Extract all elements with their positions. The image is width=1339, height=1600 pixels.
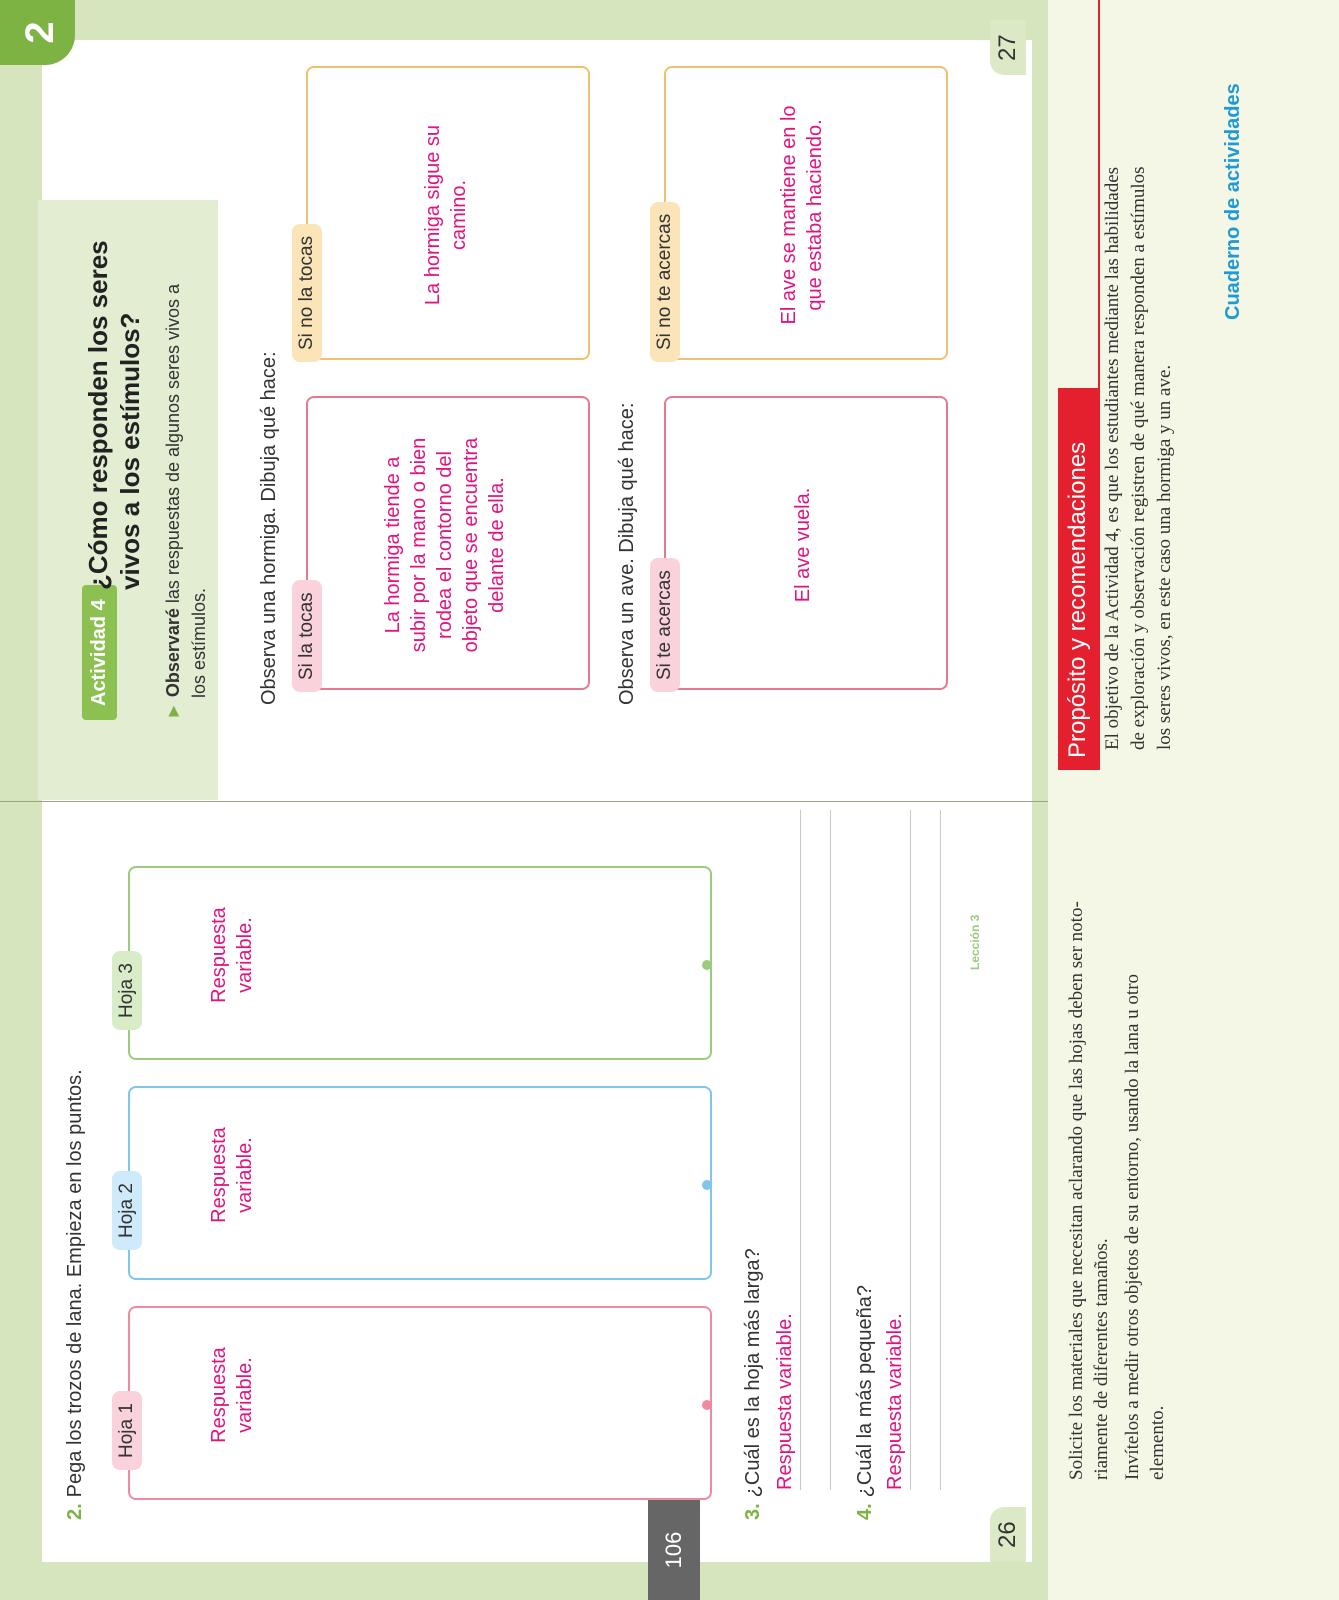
bird-prompt: Observa un ave. Dibuja qué hace:	[616, 402, 638, 705]
purpose-title: Propósito y recomendaciones	[1058, 388, 1098, 770]
answer-line	[830, 810, 831, 1490]
question-number: 4.	[854, 1503, 876, 1520]
question-3-answer[interactable]: Respuesta variable.	[774, 1313, 796, 1490]
sheet-label-1: Hoja 1	[112, 1391, 142, 1470]
purpose-text: El objetivo de la Actividad 4, es que los estudiantes mediante las habilidades de exploración y observación registren de qué manera responden a estímulos los seres vivos, en este caso una hormiga y un ave.	[1102, 166, 1175, 750]
question-text: ¿Cuál la más pequeña?	[854, 1284, 876, 1498]
folio-number: 106	[648, 1500, 700, 1600]
start-dot-1	[702, 1400, 712, 1410]
arrow-icon: ►	[163, 697, 183, 720]
page-number-26: 26	[990, 1507, 1026, 1562]
ant-no-touch-answer: La hormiga sigue su camino.	[422, 124, 470, 306]
activity-badge: Actividad 4	[82, 585, 117, 720]
question-2	[62, 1069, 88, 1520]
ant-touch-label: Si la tocas	[292, 580, 322, 692]
activity-book-link[interactable]: Cuaderno de actividades	[1222, 83, 1244, 320]
start-dot-3	[702, 960, 712, 970]
bird-near-label: Si te acercas	[650, 558, 680, 692]
ant-touch-answer: La hormiga tiende a subir por la mano o bien rodea el contorno del objeto que se encuentra delante de ella.	[382, 437, 508, 653]
sheet-answer-1: Respuesta variable.	[208, 1347, 256, 1443]
activity-intro: ► Observaré las respuestas de algunos seres vivos a los estímulos.	[163, 283, 209, 720]
question-number: 3.	[742, 1503, 764, 1520]
ant-no-touch-label: Si no la tocas	[292, 224, 322, 362]
start-dot-2	[702, 1180, 712, 1190]
answer-line	[910, 810, 911, 1490]
activity-heading: ¿Cómo responden los seres vivos a los estímulos?	[83, 240, 145, 590]
answer-line	[800, 810, 801, 1490]
bird-no-near-label: Si no te acercas	[650, 202, 680, 362]
sheet-answer-3: Respuesta variable.	[208, 907, 256, 1003]
sheet-label-3: Hoja 3	[112, 951, 142, 1030]
question-4	[852, 1285, 878, 1520]
page-number-27: 27	[990, 20, 1026, 75]
ant-prompt: Observa una hormiga. Dibuja qué hace:	[258, 351, 280, 705]
sheet-answer-2: Respuesta variable.	[208, 1127, 256, 1223]
sheet-label-2: Hoja 2	[112, 1171, 142, 1250]
lesson-mark: Lección 3	[968, 914, 982, 970]
unit-tab: 2	[0, 0, 75, 65]
question-text: ¿Cuál es la hoja más larga?	[742, 1248, 764, 1498]
question-3	[740, 1248, 766, 1520]
guide-left-text: Solicite los materiales que necesitan aclarando que las hojas deben ser noto- riamente de diferentes tamaños. Invítelos a medir otros objetos de su entorno, usando la lana u otro elemento.	[1066, 901, 1168, 1480]
bird-no-near-answer: El ave se mantiene en lo que estaba haciendo.	[778, 105, 826, 325]
question-number: 2.	[64, 1503, 86, 1520]
answer-line	[940, 810, 941, 1490]
question-text: Pega los trozos de lana. Empieza en los puntos.	[64, 1069, 86, 1498]
spine-divider	[0, 801, 1048, 802]
question-4-answer[interactable]: Respuesta variable.	[884, 1313, 906, 1490]
bird-near-answer: El ave vuela.	[792, 487, 814, 603]
